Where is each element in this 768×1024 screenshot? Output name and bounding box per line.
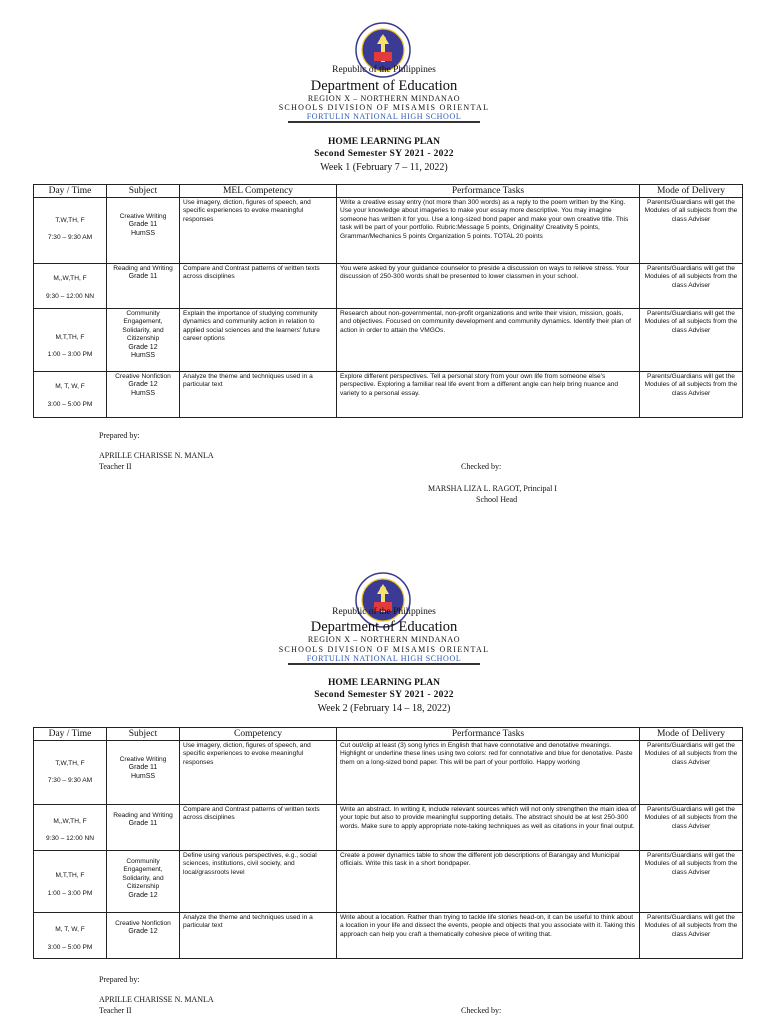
region-label: REGION X – NORTHERN MINDANAO [307, 94, 461, 103]
checker-title: School Head [476, 495, 518, 504]
checked-by-label: Checked by: [461, 462, 502, 471]
strand-label: HumSS [130, 352, 156, 360]
division-label: SCHOOLS DIVISION OF MISAMIS ORIENTAL [278, 645, 490, 654]
column-header: Subject [107, 185, 180, 198]
grade-label: Grade 11 [128, 820, 158, 828]
day-label: M, T, W, F [55, 383, 85, 390]
time-label: 1:00 – 3:00 PM [47, 351, 93, 359]
subject-cell [107, 198, 180, 264]
department-title: Department of Education [310, 619, 458, 635]
column-header: Competency [180, 728, 337, 741]
day-label: M,T,TH, F [55, 334, 85, 341]
day-time-cell [34, 741, 107, 805]
semester-label: Second Semester SY 2021 - 2022 [314, 690, 454, 700]
column-header: MEL Competency [180, 185, 337, 198]
grade-label: Grade 12 [128, 928, 158, 936]
day-label: T,W,TH, F [55, 217, 85, 224]
subject-label: Community Engagement, Solidarity, and Citizenship [122, 858, 164, 891]
day-time-cell [34, 309, 107, 372]
plan-title: HOME LEARNING PLAN [328, 678, 440, 688]
competency-cell: Use imagery, diction, figures of speech, and specific experiences to evoke meaningful responses [180, 741, 337, 805]
competency-cell: Compare and Contrast patterns of written texts across disciplines [180, 805, 337, 851]
subject-cell [107, 741, 180, 805]
header-divider [288, 663, 480, 665]
preparer-name: APRILLE CHARISSE N. MANLA [99, 451, 214, 460]
subject-cell [107, 913, 180, 959]
subject-cell [107, 805, 180, 851]
subject-label: Creative Writing [119, 213, 167, 220]
subject-label: Creative Nonfiction [115, 920, 171, 927]
week-label: Week 2 (February 14 – 18, 2022) [317, 703, 451, 714]
grade-label: Grade 12 [128, 343, 158, 351]
day-time-cell [34, 372, 107, 418]
semester-label: Second Semester SY 2021 - 2022 [314, 149, 454, 159]
mode-cell: Parents/Guardians will get the Modules of all subjects from the class Adviser [640, 741, 743, 805]
checked-by-label: Checked by: [461, 1006, 502, 1015]
task-cell: Cut out/clip at least (3) song lyrics in English that have connotative and denotative meanings. Highlight or underline these lines using two colors: red for connotative and blue for denotative. Paste them on a long-sized bond paper. This will be part of your portfolio. Happy working [337, 741, 640, 805]
plan-title: HOME LEARNING PLAN [328, 137, 440, 147]
subject-label: Creative Nonfiction [115, 373, 171, 380]
day-label: M,,W,TH, F [53, 275, 87, 282]
republic-label: Republic of the Philippines [332, 65, 436, 75]
task-cell: Write about a location. Rather than trying to tackle life stories head-on, it can be useful to think about a location in your life and dissect the events, people and objects that you associate with it. Taking this approach can help you craft a thematically cohesive piece of writing that. [337, 913, 640, 959]
mode-cell: Parents/Guardians will get the Modules of all subjects from the class Adviser [640, 913, 743, 959]
mode-cell: Parents/Guardians will get the Modules of all subjects from the class Adviser [640, 805, 743, 851]
column-header: Performance Tasks [337, 185, 640, 198]
task-cell: Write a creative essay entry (not more than 300 words) as a reply to the poem written by the King. Use your knowledge about imageries to make your essay more descriptive. You may imagine someone has written it for you. Use a long-sized bond paper and make your own creative title. This task will be part of your portfolio. Rubric:Message 5 points, Originality/ Creativity 5 points, Grammar/Mechanics 5 points Organization 5 points. TOTAL 20 points [337, 198, 640, 264]
table-row [34, 198, 743, 264]
subject-cell [107, 309, 180, 372]
subject-label: Community Engagement, Solidarity, and Citizenship [122, 310, 164, 343]
time-label: 9:30 – 12:00 NN [45, 835, 95, 843]
competency-cell: Analyze the theme and techniques used in a particular text [180, 913, 337, 959]
competency-cell: Explain the importance of studying community dynamics and community action in relation to applied social sciences and the learners' future career options [180, 309, 337, 372]
table-row [34, 805, 743, 851]
table-row [34, 741, 743, 805]
competency-cell: Use imagery, diction, figures of speech, and specific experiences to evoke meaningful responses [180, 198, 337, 264]
subject-cell [107, 264, 180, 309]
preparer-name: APRILLE CHARISSE N. MANLA [99, 995, 214, 1004]
day-time-cell [34, 851, 107, 913]
grade-label: Grade 12 [128, 891, 158, 899]
subject-label: Creative Writing [119, 756, 167, 763]
time-label: 9:30 – 12:00 NN [45, 293, 95, 301]
competency-cell: Define using various perspectives, e.g., social sciences, institutions, civil society, and local/grassroots level [180, 851, 337, 913]
time-label: 3:00 – 5:00 PM [47, 944, 93, 952]
table-header-row [34, 185, 743, 198]
table-row [34, 372, 743, 418]
grade-label: Grade 11 [128, 273, 158, 281]
checker-name: MARSHA LIZA L. RAGOT, Principal I [428, 484, 557, 493]
week-label: Week 1 (February 7 – 11, 2022) [320, 162, 448, 173]
column-header: Mode of Delivery [640, 185, 743, 198]
task-cell: Research about non-governmental, non-profit organizations and write their vision, mission, goals, and objectives. Focused on community development and community dynamics. Identify their plan of action in order to attain the VMGOs. [337, 309, 640, 372]
table-row [34, 264, 743, 309]
grade-label: Grade 11 [128, 221, 158, 229]
school-name: FORTULIN NATIONAL HIGH SCHOOL [306, 654, 462, 663]
subject-cell [107, 851, 180, 913]
day-time-cell [34, 198, 107, 264]
table-header-row [34, 728, 743, 741]
day-time-cell [34, 264, 107, 309]
time-label: 1:00 – 3:00 PM [47, 890, 93, 898]
column-header: Day / Time [34, 728, 107, 741]
learning-plan-table [33, 727, 743, 959]
time-label: 3:00 – 5:00 PM [47, 401, 93, 409]
subject-label: Reading and Writing [113, 812, 173, 819]
time-label: 7:30 – 9:30 AM [47, 777, 93, 785]
department-title: Department of Education [310, 78, 458, 94]
task-cell: Write an abstract. In writing it, include relevant sources which will not only strengthen the main idea of your topic but also to provide meaningful supporting details. The abstract should be at lest 250-300 words. Make sure to apply appropriate note-taking techniques as well as citations in your final output. [337, 805, 640, 851]
region-label: REGION X – NORTHERN MINDANAO [307, 635, 461, 644]
day-label: M, T, W, F [55, 926, 85, 933]
column-header: Subject [107, 728, 180, 741]
task-cell: Explore different perspectives. Tell a personal story from your own life from someone else's perspective. Exploring a familiar real life event from a different angle can help bring nuance and variety to a personal essay. [337, 372, 640, 418]
school-name: FORTULIN NATIONAL HIGH SCHOOL [306, 112, 462, 121]
mode-cell: Parents/Guardians will get the Modules of all subjects from the class Adviser [640, 198, 743, 264]
grade-label: Grade 11 [128, 764, 158, 772]
table-row [34, 851, 743, 913]
strand-label: HumSS [130, 772, 156, 780]
column-header: Mode of Delivery [640, 728, 743, 741]
mode-cell: Parents/Guardians will get the Modules of all subjects from the class Adviser [640, 372, 743, 418]
day-time-cell [34, 913, 107, 959]
day-time-cell [34, 805, 107, 851]
competency-cell: Analyze the theme and techniques used in a particular text [180, 372, 337, 418]
column-header: Day / Time [34, 185, 107, 198]
prepared-by-label: Prepared by: [99, 975, 140, 984]
time-label: 7:30 – 9:30 AM [47, 234, 93, 242]
grade-label: Grade 12 [128, 381, 158, 389]
task-cell: You were asked by your guidance counselor to preside a discussion on ways to relieve stress. Your discussion of 250-300 words shall be presented to lower classmen in your school. [337, 264, 640, 309]
table-row [34, 913, 743, 959]
day-label: M,,W,TH, F [53, 818, 87, 825]
division-label: SCHOOLS DIVISION OF MISAMIS ORIENTAL [278, 103, 490, 112]
preparer-title: Teacher II [99, 462, 132, 471]
mode-cell: Parents/Guardians will get the Modules of all subjects from the class Adviser [640, 264, 743, 309]
strand-label: HumSS [130, 389, 156, 397]
subject-cell [107, 372, 180, 418]
task-cell: Create a power dynamics table to show the different job descriptions of Barangay and Municipal officials. Write this task in a short bondpaper. [337, 851, 640, 913]
republic-label: Republic of the Philippines [332, 607, 436, 617]
day-label: M,T,TH, F [55, 872, 85, 879]
strand-label: HumSS [130, 229, 156, 237]
mode-cell: Parents/Guardians will get the Modules of all subjects from the class Adviser [640, 851, 743, 913]
prepared-by-label: Prepared by: [99, 431, 140, 440]
day-label: T,W,TH, F [55, 760, 85, 767]
header-divider [288, 121, 480, 123]
subject-label: Reading and Writing [113, 265, 173, 272]
table-row [34, 309, 743, 372]
competency-cell: Compare and Contrast patterns of written texts across disciplines [180, 264, 337, 309]
preparer-title: Teacher II [99, 1006, 132, 1015]
column-header: Performance Tasks [337, 728, 640, 741]
mode-cell: Parents/Guardians will get the Modules of all subjects from the class Adviser [640, 309, 743, 372]
learning-plan-table [33, 184, 743, 418]
